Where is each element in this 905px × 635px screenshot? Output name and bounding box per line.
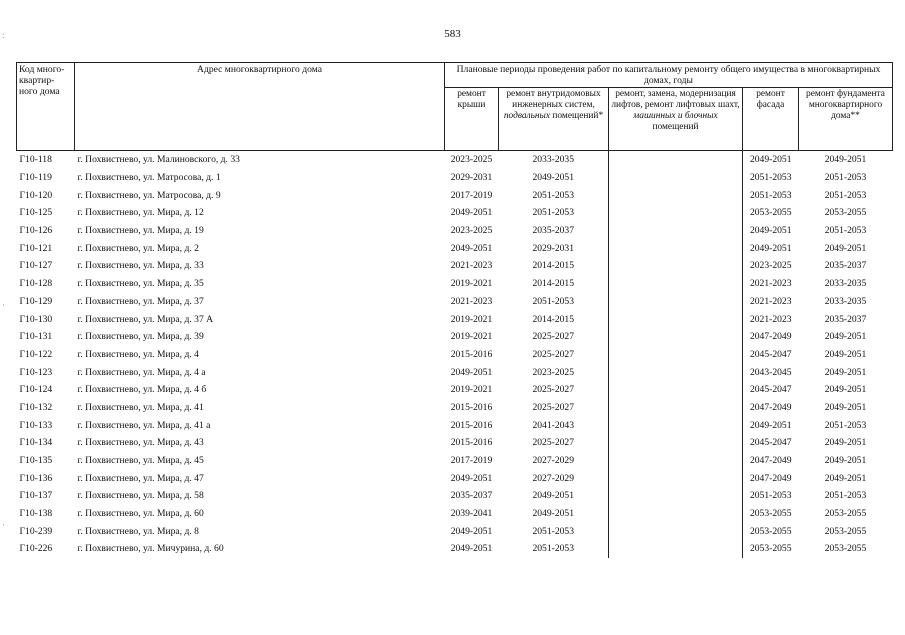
facade-period-cell: 2051-2053: [749, 172, 792, 184]
engineering-period-cell: 2051-2053: [532, 543, 575, 555]
elevator-period-cell: [609, 522, 743, 540]
table-row: [17, 151, 893, 169]
roof-period-cell: 2017-2019: [450, 189, 493, 201]
roof-period-cell: 2015-2016: [450, 401, 493, 413]
engineering-period-cell: 2027-2029: [532, 472, 575, 484]
foundation-period-cell: 2049-2051: [824, 242, 867, 254]
foundation-period-cell: 2051-2053: [824, 172, 867, 184]
house-code-cell: Г10-123: [19, 366, 53, 378]
code-column-header: Код много-квартир-ного дома: [17, 63, 75, 151]
engineering-period-cell: 2035-2037: [532, 225, 575, 237]
table-row: [17, 239, 893, 257]
house-code-cell: Г10-122: [19, 348, 53, 360]
table-row: [17, 169, 893, 187]
elevator-period-cell: [609, 416, 743, 434]
house-code-cell: Г10-132: [19, 401, 53, 413]
table-row: [17, 204, 893, 222]
engineering-column-header: [499, 88, 609, 151]
facade-period-cell: 2051-2053: [749, 189, 792, 201]
house-code-cell: Г10-121: [19, 242, 53, 254]
table-header: [17, 63, 893, 151]
table-row: [17, 452, 893, 470]
elevator-period-cell: [609, 239, 743, 257]
address-cell: г. Похвистнево, ул. Мира, д. 58: [77, 490, 204, 502]
elevator-period-cell: [609, 434, 743, 452]
engineering-period-cell: 2029-2031: [532, 242, 575, 254]
roof-period-cell: 2049-2051: [450, 472, 493, 484]
engineering-period-cell: 2049-2051: [532, 172, 575, 184]
roof-period-cell: 2015-2016: [450, 348, 493, 360]
address-cell: г. Похвистнево, ул. Мира, д. 8: [77, 525, 199, 537]
table-row: [17, 505, 893, 523]
facade-column-header: ремонт фасада: [743, 88, 799, 151]
facade-period-cell: 2049-2051: [749, 154, 792, 166]
roof-period-cell: 2019-2021: [450, 313, 493, 325]
elevator-period-cell: [609, 275, 743, 293]
engineering-period-cell: 2049-2051: [532, 508, 575, 520]
facade-period-cell: 2053-2055: [749, 508, 792, 520]
elevator-period-cell: [609, 222, 743, 240]
address-cell: г. Похвистнево, ул. Матросова, д. 1: [77, 172, 221, 184]
house-code-cell: Г10-135: [19, 455, 53, 467]
foundation-period-cell: 2051-2053: [824, 225, 867, 237]
facade-period-cell: 2021-2023: [749, 278, 792, 290]
foundation-period-cell: 2049-2051: [824, 331, 867, 343]
house-code-cell: Г10-120: [19, 189, 53, 201]
roof-period-cell: 2039-2041: [450, 508, 493, 520]
elevator-period-cell: [609, 452, 743, 470]
address-cell: г. Похвистнево, ул. Мира, д. 41: [77, 401, 204, 413]
address-cell: г. Похвистнево, ул. Матросова, д. 9: [77, 189, 221, 201]
engineering-period-cell: 2051-2053: [532, 295, 575, 307]
roof-period-cell: 2019-2021: [450, 331, 493, 343]
foundation-period-cell: 2049-2051: [824, 366, 867, 378]
foundation-period-cell: 2049-2051: [824, 472, 867, 484]
facade-period-cell: 2021-2023: [749, 295, 792, 307]
elevator-period-cell: [609, 186, 743, 204]
facade-period-cell: 2049-2051: [749, 225, 792, 237]
roof-column-header: ремонт крыши: [445, 88, 499, 151]
foundation-period-cell: 2051-2053: [824, 189, 867, 201]
foundation-period-cell: 2053-2055: [824, 508, 867, 520]
engineering-period-cell: 2033-2035: [532, 154, 575, 166]
roof-period-cell: 2021-2023: [450, 295, 493, 307]
house-code-cell: Г10-138: [19, 508, 53, 520]
address-cell: г. Похвистнево, ул. Мира, д. 2: [77, 242, 199, 254]
foundation-period-cell: 2053-2055: [824, 525, 867, 537]
roof-period-cell: 2035-2037: [450, 490, 493, 502]
engineering-period-cell: 2051-2053: [532, 525, 575, 537]
foundation-column-header: ремонт фундамента многоквартирного дома**: [799, 88, 893, 151]
roof-period-cell: 2029-2031: [450, 172, 493, 184]
address-cell: г. Похвистнево, ул. Мира, д. 35: [77, 278, 204, 290]
address-cell: г. Похвистнево, ул. Мичурина, д. 60: [77, 543, 224, 555]
elevator-period-cell: [609, 257, 743, 275]
roof-period-cell: 2019-2021: [450, 384, 493, 396]
house-code-cell: Г10-118: [19, 154, 52, 166]
elevator-period-cell: [609, 363, 743, 381]
address-cell: г. Похвистнево, ул. Мира, д. 43: [77, 437, 204, 449]
engineering-period-cell: 2023-2025: [532, 366, 575, 378]
table-row: [17, 522, 893, 540]
engineering-period-cell: 2025-2027: [532, 384, 575, 396]
roof-period-cell: 2019-2021: [450, 278, 493, 290]
elevator-period-cell: [609, 381, 743, 399]
house-code-cell: Г10-127: [19, 260, 53, 272]
facade-period-cell: 2047-2049: [749, 455, 792, 467]
facade-period-cell: 2051-2053: [749, 490, 792, 502]
house-code-cell: Г10-131: [19, 331, 53, 343]
facade-period-cell: 2049-2051: [749, 419, 792, 431]
address-cell: г. Похвистнево, ул. Мира, д. 45: [77, 455, 204, 467]
elevator-period-cell: [609, 487, 743, 505]
address-cell: г. Похвистнево, ул. Мира, д. 4 б: [77, 384, 207, 396]
elevator-period-cell: [609, 399, 743, 417]
elevator-header-main: ремонт, замена, модернизация лифтов, ремонт лифтовых шахт,: [611, 89, 740, 110]
house-code-cell: Г10-128: [19, 278, 53, 290]
foundation-period-cell: 2049-2051: [824, 455, 867, 467]
engineering-period-cell: 2025-2027: [532, 348, 575, 360]
table-row: [17, 487, 893, 505]
table-row: [17, 328, 893, 346]
roof-period-cell: 2049-2051: [450, 525, 493, 537]
elevator-period-cell: [609, 293, 743, 311]
foundation-period-cell: 2049-2051: [824, 348, 867, 360]
roof-period-cell: 2015-2016: [450, 419, 493, 431]
house-code-cell: Г10-124: [19, 384, 53, 396]
elevator-header-tail: помещений: [652, 122, 699, 132]
house-code-cell: Г10-130: [19, 313, 53, 325]
engineering-period-cell: 2014-2015: [532, 260, 575, 272]
house-code-cell: Г10-134: [19, 437, 53, 449]
foundation-period-cell: 2049-2051: [824, 401, 867, 413]
roof-period-cell: 2017-2019: [450, 455, 493, 467]
engineering-period-cell: 2027-2029: [532, 455, 575, 467]
foundation-period-cell: 2033-2035: [824, 278, 867, 290]
table-row: [17, 222, 893, 240]
engineering-period-cell: 2025-2027: [532, 331, 575, 343]
roof-period-cell: 2049-2051: [450, 242, 493, 254]
roof-period-cell: 2021-2023: [450, 260, 493, 272]
elevator-period-cell: [609, 310, 743, 328]
facade-period-cell: 2021-2023: [749, 313, 792, 325]
elevator-header-italic: машинных и блочных: [633, 111, 718, 121]
engineering-header-italic: подвальных: [503, 111, 551, 121]
engineering-period-cell: 2014-2015: [532, 278, 575, 290]
table-row: [17, 310, 893, 328]
house-code-cell: Г10-126: [19, 225, 53, 237]
address-cell: г. Похвистнево, ул. Малиновского, д. 33: [77, 154, 240, 166]
facade-period-cell: 2045-2047: [749, 437, 792, 449]
address-cell: г. Похвистнево, ул. Мира, д. 4 а: [77, 366, 206, 378]
house-code-cell: Г10-226: [19, 543, 53, 555]
facade-period-cell: 2045-2047: [749, 348, 792, 360]
roof-period-cell: 2023-2025: [450, 154, 493, 166]
table-row: [17, 275, 893, 293]
foundation-period-cell: 2053-2055: [824, 207, 867, 219]
facade-period-cell: 2047-2049: [749, 331, 792, 343]
table-row: [17, 186, 893, 204]
engineering-period-cell: 2051-2053: [532, 207, 575, 219]
foundation-period-cell: 2051-2053: [824, 490, 867, 502]
foundation-period-cell: 2051-2053: [824, 419, 867, 431]
table-row: [17, 399, 893, 417]
table-body: [17, 151, 893, 558]
foundation-period-cell: 2049-2051: [824, 154, 867, 166]
address-cell: г. Похвистнево, ул. Мира, д. 37 А: [77, 313, 214, 325]
facade-period-cell: 2053-2055: [749, 543, 792, 555]
foundation-period-cell: 2035-2037: [824, 313, 867, 325]
roof-period-cell: 2049-2051: [450, 366, 493, 378]
scan-edge-marks: : · ·: [2, 30, 5, 530]
engineering-period-cell: 2051-2053: [532, 189, 575, 201]
roof-period-cell: 2023-2025: [450, 225, 493, 237]
elevator-period-cell: [609, 346, 743, 364]
facade-period-cell: 2053-2055: [749, 525, 792, 537]
table-row: [17, 540, 893, 558]
table-row: [17, 257, 893, 275]
facade-period-cell: 2053-2055: [749, 207, 792, 219]
address-cell: г. Похвистнево, ул. Мира, д. 39: [77, 331, 204, 343]
house-code-cell: Г10-125: [19, 207, 53, 219]
house-code-cell: Г10-129: [19, 295, 53, 307]
address-cell: г. Похвистнево, ул. Мира, д. 60: [77, 508, 204, 520]
address-cell: г. Похвистнево, ул. Мира, д. 4: [77, 348, 199, 360]
engineering-header-main: ремонт внутридомовых инженерных систем,: [506, 89, 601, 110]
house-code-cell: Г10-137: [19, 490, 53, 502]
engineering-period-cell: 2014-2015: [532, 313, 575, 325]
engineering-period-cell: 2041-2043: [532, 419, 575, 431]
engineering-period-cell: 2025-2027: [532, 401, 575, 413]
table-row: [17, 434, 893, 452]
elevator-period-cell: [609, 169, 743, 187]
address-cell: г. Похвистнево, ул. Мира, д. 33: [77, 260, 204, 272]
table-row: [17, 363, 893, 381]
foundation-period-cell: 2053-2055: [824, 543, 867, 555]
address-cell: г. Похвистнево, ул. Мира, д. 41 а: [77, 419, 211, 431]
facade-period-cell: 2043-2045: [749, 366, 792, 378]
house-code-cell: Г10-133: [19, 419, 53, 431]
facade-period-cell: 2047-2049: [749, 401, 792, 413]
periods-group-header: Плановые периоды проведения работ по капитальному ремонту общего имущества в многоквартирных домах, годы: [445, 63, 893, 88]
house-code-cell: Г10-119: [19, 172, 52, 184]
address-cell: г. Похвистнево, ул. Мира, д. 37: [77, 295, 204, 307]
table-row: [17, 293, 893, 311]
facade-period-cell: 2023-2025: [749, 260, 792, 272]
facade-period-cell: 2047-2049: [749, 472, 792, 484]
table-row: [17, 416, 893, 434]
house-code-cell: Г10-136: [19, 472, 53, 484]
foundation-period-cell: 2049-2051: [824, 437, 867, 449]
elevator-period-cell: [609, 540, 743, 558]
page-number: 583: [444, 28, 461, 40]
table-row: [17, 469, 893, 487]
foundation-period-cell: 2049-2051: [824, 384, 867, 396]
elevator-period-cell: [609, 328, 743, 346]
table-row: [17, 346, 893, 364]
address-cell: г. Похвистнево, ул. Мира, д. 47: [77, 472, 204, 484]
roof-period-cell: 2049-2051: [450, 207, 493, 219]
elevator-period-cell: [609, 151, 743, 169]
elevator-period-cell: [609, 204, 743, 222]
foundation-period-cell: 2033-2035: [824, 295, 867, 307]
address-cell: г. Похвистнево, ул. Мира, д. 12: [77, 207, 204, 219]
address-cell: г. Похвистнево, ул. Мира, д. 19: [77, 225, 204, 237]
elevator-period-cell: [609, 469, 743, 487]
roof-period-cell: 2049-2051: [450, 543, 493, 555]
house-code-cell: Г10-239: [19, 525, 53, 537]
engineering-period-cell: 2025-2027: [532, 437, 575, 449]
facade-period-cell: 2049-2051: [749, 242, 792, 254]
foundation-period-cell: 2035-2037: [824, 260, 867, 272]
facade-period-cell: 2045-2047: [749, 384, 792, 396]
engineering-header-tail: помещений*: [552, 111, 604, 121]
roof-period-cell: 2015-2016: [450, 437, 493, 449]
table-row: [17, 381, 893, 399]
elevator-period-cell: [609, 505, 743, 523]
engineering-period-cell: 2049-2051: [532, 490, 575, 502]
address-column-header: Адрес многоквартирного дома: [75, 63, 445, 151]
elevator-column-header: [609, 88, 743, 151]
capital-repair-schedule-table: [16, 62, 893, 558]
